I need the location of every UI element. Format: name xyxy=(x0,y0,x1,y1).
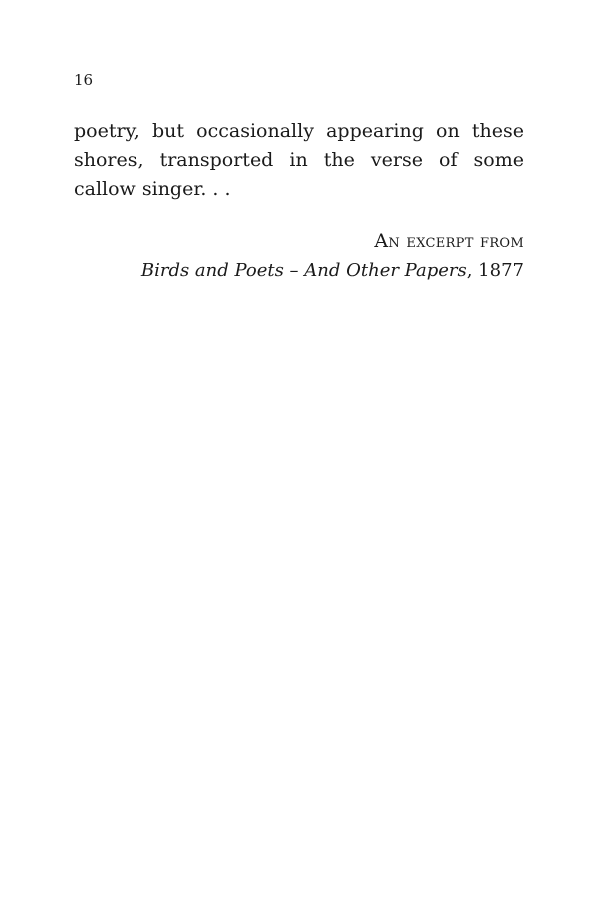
body-paragraph: poetry, but occasionally appearing on these shores, transported in the verse of some callow singer. . . xyxy=(74,120,524,200)
attribution xyxy=(74,227,524,285)
source-year: , 1877 xyxy=(466,260,524,281)
attribution-label: An excerpt from xyxy=(374,230,524,252)
source-title: Birds and Poets – And Other Papers xyxy=(140,260,467,281)
attribution-source xyxy=(74,256,524,285)
page-number: 16 xyxy=(74,71,94,89)
